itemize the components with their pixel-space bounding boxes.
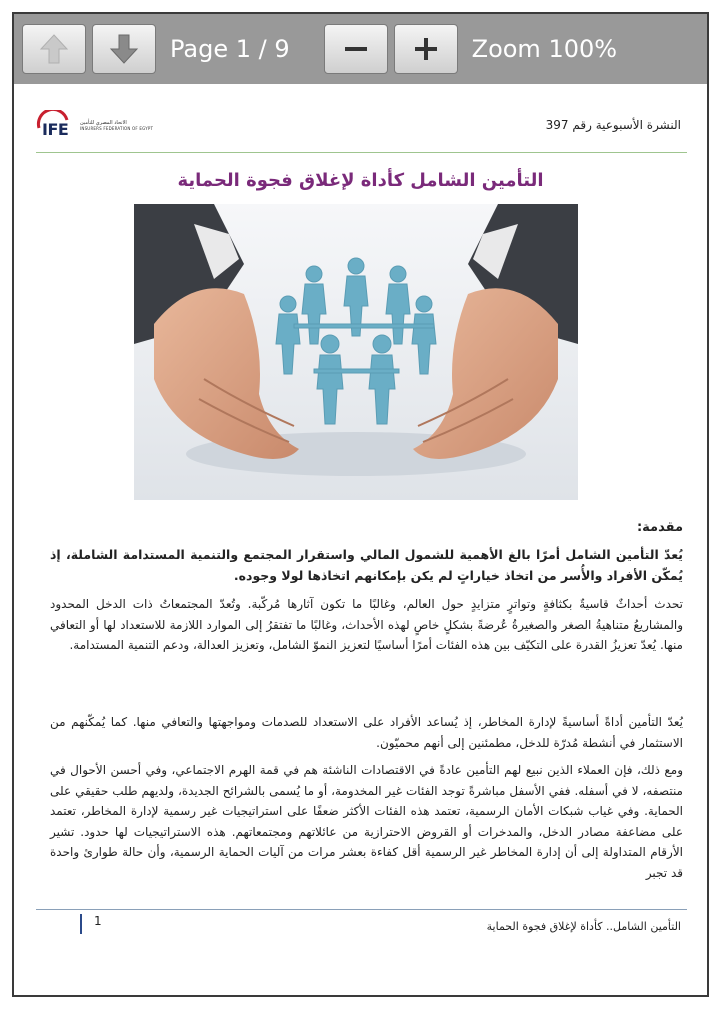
document-page bbox=[14, 84, 707, 997]
pdf-viewer bbox=[12, 12, 709, 997]
zoom-out-button[interactable] bbox=[324, 24, 388, 74]
page-number: 1 bbox=[94, 914, 102, 928]
hands-protecting-paper-people-icon bbox=[134, 204, 578, 500]
zoom-level: Zoom 100% bbox=[471, 35, 618, 63]
logo-mark bbox=[36, 110, 76, 140]
previous-page-button[interactable] bbox=[22, 24, 86, 74]
viewer-toolbar bbox=[14, 14, 707, 84]
next-page-button[interactable] bbox=[92, 24, 156, 74]
logo-english-name: INSURERS FEDERATION OF EGYPT bbox=[80, 125, 154, 131]
logo-names bbox=[80, 120, 153, 131]
paragraph-1: تحدث أحداثٌ قاسيةٌ بكثافةٍ وتواترٍ متزايدٍ حول العالم، وغالبًا ما تكون آثارها مُركّبة. وتُعدّ المجتمعاتُ ذات الدخل المحدود والمشاريعُ متناهيةُ الصغر والصغيرةُ عُرضةً بشكلٍ خاصٍ لهذه الأحداث، وغالبًا ما تفتقرُ إلى الموارد اللازمة للاستعداد لها أو التعافي منها. يُعدّ تعزيزُ القدرة على التكيّف بين هذه الفئات أمرًا أساسيًا لتعزيز النموّ الشامل، وتعزيز العدالة، ودعم التنمية المستدامة. bbox=[50, 597, 683, 652]
footer-accent-bar bbox=[80, 914, 82, 934]
issue-number: النشرة الأسبوعية رقم 397 bbox=[545, 118, 681, 132]
logo-arabic-name: الاتحاد المصري للتأمين bbox=[80, 119, 127, 126]
footer-title: التأمين الشامل.. كأداة لإغلاق فجوة الحماية bbox=[486, 920, 681, 933]
zoom-in-button[interactable] bbox=[394, 24, 458, 74]
header-divider bbox=[36, 152, 687, 153]
minus-icon bbox=[343, 36, 369, 62]
paragraph-3: ومع ذلك، فإن العملاء الذين نبيع لهم التأمين عادةً في الاقتصادات الناشئة هم في قمة الهرم الاجتماعي، وفي أحسن الأحوال في منتصفه، لا في أسفله. ففي الأسفل مباشرةً توجد الفئات غير المخدومة، أو ما يُسمى بالشرائح الجديدة، ولديهم طلب حقيقي على الحماية. وفي غياب شبكات الأمان الرسمية، تعتمد هذه الفئات الأكثر ضعفًا على استراتيجيات غير رسمية لإدارة المخاطر، تعتمد على مضاعفة مصادر الدخل، والمدخرات أو القروض الاحترازية من عائلاتهم ومجتمعاتهم. هذه الاستراتيجيات لها حدود. تشير الأرقام المتداولة إلى أن إدارة المخاطر غير الرسمية أقل كفاءة بعشر مرات من آليات الحماية الرسمية، وأن حالة طوارئ واحدة قد تجبر bbox=[50, 763, 683, 880]
plus-icon bbox=[413, 36, 439, 62]
arrow-up-icon bbox=[39, 33, 69, 65]
article-title: التأمين الشامل كأداة لإغلاق فجوة الحماية bbox=[177, 170, 544, 191]
lead-paragraph: يُعدّ التأمين الشامل أمرًا بالغ الأهمية للشمول المالي واستقرار المجتمع والتنمية المستدامة الشاملة، إذ يُمكّن الأفراد والأُسر من اتخاذ خياراتٍ لم يكن بإمكانهم اتخاذها لولا وجوده. bbox=[50, 547, 683, 583]
logo-text: IFE bbox=[42, 120, 69, 139]
paragraph-2: يُعدّ التأمين أداةً أساسيةً لإدارة المخاطر، إذ يُساعد الأفراد على الاستعداد للصدمات ومواجهتها والتعافي منها. كما يُمكّنهم من الاستثمار في أنشطة مُدرّة للدخل، مطمئنين إلى أنهم محميّون. bbox=[50, 715, 683, 750]
arrow-down-icon bbox=[109, 33, 139, 65]
section-heading: مقدمة: bbox=[636, 520, 683, 535]
footer-divider bbox=[36, 909, 687, 910]
ife-logo bbox=[36, 110, 153, 140]
page-indicator: Page 1 / 9 bbox=[170, 35, 290, 63]
